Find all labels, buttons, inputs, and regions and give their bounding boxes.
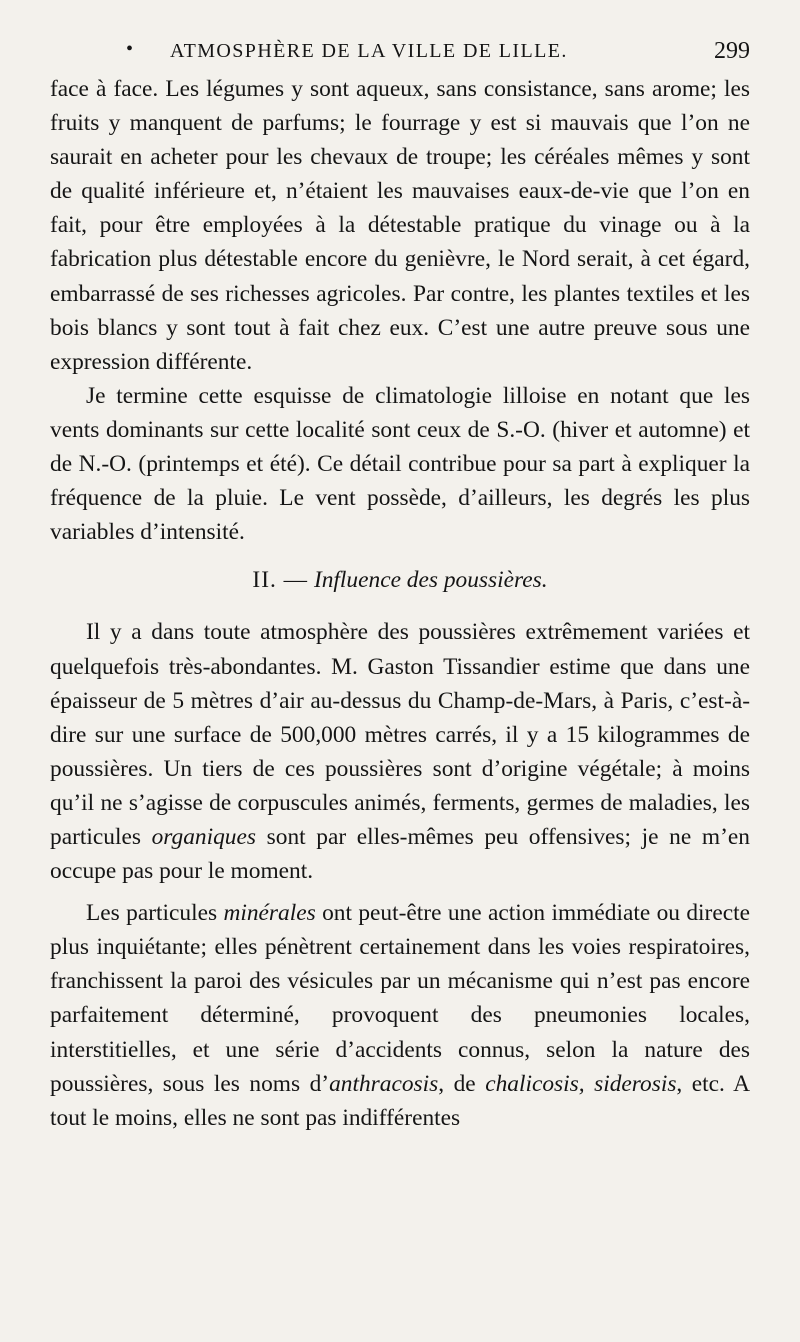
running-header — [50, 34, 750, 72]
section-title: Influence des poussières. — [313, 567, 548, 594]
paragraph-4-italic-anthracosis: anthracosis — [329, 1070, 439, 1097]
paragraph-4-italic-chalicosis: chalicosis, siderosis — [485, 1070, 677, 1097]
paragraph-3-text: Il y a dans toute atmosphère des poussières extrêmement variées et quelquefois très-abondantes. M. Gaston Tissandier estime que dans une épaisseur de 5 mètres d’air au-dessus du Champ-de-Mars, à Paris, c’est-à-dire sur une surface de 500,000 mètres carrés, il y a 15 kilogrammes de poussières. Un tiers de ces poussières sont d’origine végétale; à moins qu’il ne s’agisse de corpuscules animés, ferments, germes de maladies, les particules — [50, 619, 750, 850]
page-number: 299 — [714, 38, 750, 64]
paragraph-3-end: sont par elles-mêmes peu offensives; je ne m’en occupe pas pour le moment. — [50, 823, 750, 885]
paragraph-4-end: , etc. A tout le moins, elles ne sont pas indifférentes — [50, 1070, 750, 1131]
paragraph-4 — [50, 896, 750, 1135]
paragraph-2: Je termine cette esquisse de climatologie lilloise en notant que les vents dominants sur cette localité sont ceux de S.-O. (hiver et automne) et de N.-O. (printemps et été). Ce détail contribue pour sa part à expliquer la fréquence de la pluie. Le vent possède, d’ailleurs, les degrés les plus variables d’intensité. — [50, 382, 750, 546]
running-title: ATMOSPHÈRE DE LA VILLE DE LILLE. — [170, 40, 568, 62]
paragraph-3 — [50, 615, 750, 888]
paragraph-4-mid: ont peut-être une action immédiate ou directe plus inquiétante; elles pénètrent certainement dans les voies respiratoires, franchissent la paroi des vésicules par un mécanisme qui n’est pas encore parfaitement déterminé, provoquent des pneumonies locales, interstitielles, et une série d’accidents connus, selon la nature des poussières, sous les noms d’ — [50, 900, 750, 1097]
paragraph-3-italic: organiques — [151, 823, 256, 850]
paragraph-4-mid2: , de — [438, 1070, 476, 1097]
body-text — [50, 72, 750, 1135]
paragraph-4-italic-minerales: minérales — [223, 900, 316, 927]
paragraph-1: face à face. Les légumes y sont aqueux, sans consistance, sans arome; les fruits y manquent de parfums; le fourrage y est si mauvais que l’on ne saurait en acheter pour les chevaux de troupe; les céréales mêmes y sont de qualité inférieure et, n’étaient les mauvaises eaux-de-vie que l’on en fait, pour être employées à la détestable pratique du vinage ou à la fabrication plus détestable encore du genièvre, le Nord serait, à cet égard, embarrassé de ses richesses agricoles. Par contre, les plantes textiles et les bois blancs y sont tout à fait chez eux. C’est une autre preuve sous une expression différente. — [50, 76, 750, 375]
section-heading — [50, 563, 750, 597]
section-number: II. — — [252, 567, 309, 594]
paragraph-4-start: Les particules — [86, 900, 218, 927]
paragraph-gap — [50, 888, 750, 896]
header-dot: • — [126, 38, 135, 60]
